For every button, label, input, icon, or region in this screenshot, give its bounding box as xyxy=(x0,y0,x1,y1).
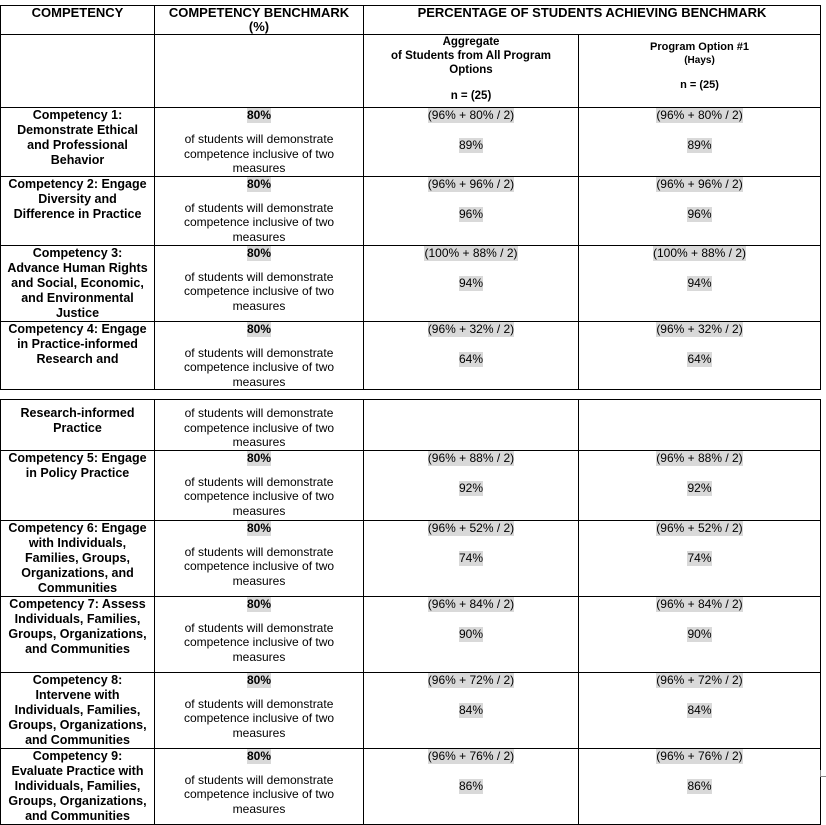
competency-name-cell xyxy=(1,450,155,520)
opt-cell xyxy=(579,245,821,321)
benchmark-desc-line2: competence inclusive of two xyxy=(183,146,335,161)
benchmark-description xyxy=(157,475,361,519)
agg-result: 64% xyxy=(458,351,484,366)
benchmark-desc-line2: competence inclusive of two xyxy=(183,787,335,801)
competency-name-line: Diversity and xyxy=(38,191,117,206)
page2-rows xyxy=(1,400,821,825)
competency-name-line: in Policy Practice xyxy=(25,465,130,480)
benchmark-cell xyxy=(155,108,364,177)
agg-result: 92% xyxy=(458,480,484,495)
agg-cell xyxy=(364,596,579,672)
agg-result: 74% xyxy=(458,550,484,565)
competency-name-line: and Communities xyxy=(25,641,130,656)
benchmark-cell xyxy=(155,321,364,390)
benchmark-desc-line2: competence inclusive of two xyxy=(183,489,335,503)
competency-name-line: and Communities xyxy=(25,808,130,823)
page-break-gap xyxy=(0,390,826,399)
benchmark-desc-line3: measures xyxy=(232,573,286,588)
benchmark-desc-line3: measures xyxy=(232,801,286,816)
competency-name-line: Competency 8: xyxy=(32,672,123,687)
competency-name-line: Individuals, Families, xyxy=(14,778,141,793)
agg-formula: (96% + 72% / 2) xyxy=(427,672,515,687)
opt-formula: (96% + 76% / 2) xyxy=(656,748,743,763)
benchmark-desc-line1: of students will demonstrate xyxy=(184,474,334,489)
competency-name-line: Competency 5: Engage xyxy=(8,450,147,465)
competency-name-cell xyxy=(1,400,155,451)
opt-formula: (96% + 96% / 2) xyxy=(656,176,743,191)
benchmark-cell xyxy=(155,748,364,824)
benchmark-desc-line1: of students will demonstrate xyxy=(184,544,334,559)
empty-opt-cell xyxy=(579,400,821,451)
agg-formula: (96% + 32% / 2) xyxy=(427,321,515,336)
subheader-empty-1 xyxy=(1,35,155,108)
competency-name-line: Difference in Practice xyxy=(13,206,142,221)
opt-result: 64% xyxy=(687,351,712,366)
competency-name-line: and Communities xyxy=(25,732,130,747)
competency-name-cell xyxy=(1,672,155,748)
competency-name-line: Competency 4: Engage xyxy=(8,321,147,336)
opt-result: 89% xyxy=(687,138,712,152)
competency-name-line: Communities xyxy=(37,580,118,595)
competency-row xyxy=(1,321,821,390)
benchmark-value: 80% xyxy=(246,596,272,611)
competency-name-line: Behavior xyxy=(50,153,105,167)
agg-cell xyxy=(364,450,579,520)
agg-result: 90% xyxy=(458,626,484,641)
benchmark-cell xyxy=(155,400,364,451)
aggregate-n: n = (25) xyxy=(450,90,492,102)
benchmark-description xyxy=(157,697,361,741)
benchmark-cell xyxy=(155,596,364,672)
competency-name-line: Research-informed xyxy=(20,406,135,420)
competency-row xyxy=(1,450,821,520)
agg-formula: (96% + 88% / 2) xyxy=(427,450,515,465)
opt-result: 84% xyxy=(687,702,712,717)
header-percentage: PERCENTAGE OF STUDENTS ACHIEVING BENCHMARK xyxy=(364,6,821,35)
competency-table-page2 xyxy=(0,399,821,825)
opt-cell xyxy=(579,520,821,596)
agg-formula: (100% + 88% / 2) xyxy=(424,245,518,260)
competency-name-line: Competency 9: xyxy=(32,748,123,763)
benchmark-cell xyxy=(155,672,364,748)
agg-formula: (96% + 96% / 2) xyxy=(427,176,515,191)
agg-cell xyxy=(364,245,579,321)
agg-cell xyxy=(364,321,579,390)
competency-name-cell xyxy=(1,520,155,596)
competency-name-line: Competency 7: Assess xyxy=(9,596,146,611)
benchmark-desc-line3: measures xyxy=(232,649,286,664)
benchmark-desc-line3: measures xyxy=(232,503,286,518)
opt-result: 92% xyxy=(687,480,712,495)
benchmark-value: 80% xyxy=(246,321,272,336)
competency-name-line: in Practice-informed xyxy=(17,336,138,351)
benchmark-desc-line3: measures xyxy=(232,374,286,389)
opt-formula: (96% + 72% / 2) xyxy=(656,672,743,687)
competency-name-line: Research and xyxy=(36,351,119,366)
benchmark-desc-line1: of students will demonstrate xyxy=(184,772,334,787)
benchmark-description xyxy=(157,270,361,314)
competency-table-wrapper xyxy=(0,5,826,825)
competency-row xyxy=(1,672,821,748)
benchmark-desc-line2: competence inclusive of two xyxy=(183,284,335,298)
aggregate-line2: of Students from All Program xyxy=(391,50,551,62)
opt-cell xyxy=(579,596,821,672)
benchmark-desc-line2: competence inclusive of two xyxy=(183,215,335,229)
benchmark-value: 80% xyxy=(246,108,272,122)
opt-formula: (96% + 80% / 2) xyxy=(656,108,743,122)
opt-formula: (96% + 84% / 2) xyxy=(656,596,743,611)
benchmark-description xyxy=(157,201,361,245)
agg-result: 94% xyxy=(458,275,484,290)
benchmark-desc-line2: competence inclusive of two xyxy=(183,360,335,374)
competency-name-line: Evaluate Practice with xyxy=(11,763,144,778)
agg-formula: (96% + 76% / 2) xyxy=(427,748,515,763)
competency-row xyxy=(1,748,821,824)
agg-cell xyxy=(364,108,579,177)
benchmark-desc-line2: competence inclusive of two xyxy=(183,420,335,435)
benchmark-desc-line1: of students will demonstrate xyxy=(184,345,334,360)
opt-formula: (96% + 88% / 2) xyxy=(656,450,743,465)
benchmark-value: 80% xyxy=(246,672,272,687)
competency-name-line: and Environmental xyxy=(21,290,134,305)
benchmark-value: 80% xyxy=(246,245,272,260)
text-cursor-mark xyxy=(820,362,821,378)
aggregate-line1: Aggregate xyxy=(442,36,500,48)
competency-row xyxy=(1,520,821,596)
benchmark-desc-line1: of students will demonstrate xyxy=(184,200,334,215)
competency-name-line: Families, Groups, xyxy=(25,550,130,565)
opt-cell xyxy=(579,108,821,177)
agg-result: 89% xyxy=(458,138,484,152)
header-benchmark: COMPETENCY BENCHMARK (%) xyxy=(155,6,364,35)
competency-row xyxy=(1,176,821,245)
benchmark-desc-line3: measures xyxy=(232,229,286,244)
opt-formula: (96% + 32% / 2) xyxy=(656,321,743,336)
competency-name-line: Practice xyxy=(53,421,102,435)
agg-result: 86% xyxy=(458,778,484,793)
agg-cell xyxy=(364,672,579,748)
benchmark-desc-line1: of students will demonstrate xyxy=(184,269,334,284)
opt-formula: (100% + 88% / 2) xyxy=(652,245,747,260)
corner-mark xyxy=(820,770,826,777)
competency-name-cell xyxy=(1,245,155,321)
competency-name-cell xyxy=(1,748,155,824)
competency-row xyxy=(1,245,821,321)
competency-name-line: Justice xyxy=(55,305,100,320)
benchmark-description xyxy=(157,346,361,390)
option-n: n = (25) xyxy=(680,79,719,91)
competency-name-line: with Individuals, xyxy=(28,535,127,550)
benchmark-desc-line3: measures xyxy=(232,298,286,313)
benchmark-desc-line1: of students will demonstrate xyxy=(184,406,334,420)
benchmark-desc-line1: of students will demonstrate xyxy=(184,132,334,146)
opt-cell xyxy=(579,672,821,748)
competency-name-line: Intervene with xyxy=(35,687,120,702)
competency-row-continued xyxy=(1,400,821,451)
benchmark-cell xyxy=(155,450,364,520)
subheader-empty-2 xyxy=(155,35,364,108)
benchmark-value: 80% xyxy=(246,176,272,191)
page1-rows xyxy=(1,108,821,390)
competency-name-cell xyxy=(1,108,155,177)
benchmark-cell xyxy=(155,176,364,245)
benchmark-desc-line2: competence inclusive of two xyxy=(183,635,335,649)
competency-name-line: Individuals, Families, xyxy=(14,702,141,717)
agg-cell xyxy=(364,520,579,596)
benchmark-desc-line3: measures xyxy=(232,161,286,175)
competency-name-cell xyxy=(1,321,155,390)
competency-name-line: Competency 6: Engage xyxy=(8,520,147,535)
opt-formula: (96% + 52% / 2) xyxy=(656,520,743,535)
agg-cell xyxy=(364,176,579,245)
benchmark-desc-line3: measures xyxy=(232,435,286,449)
header-competency: COMPETENCY xyxy=(1,6,155,35)
aggregate-line3: Options xyxy=(449,64,493,76)
benchmark-desc-line2: competence inclusive of two xyxy=(183,711,335,725)
competency-name-line: Organizations, and xyxy=(21,565,134,580)
benchmark-desc-line2: competence inclusive of two xyxy=(183,559,335,573)
competency-name-line: Competency 2: Engage xyxy=(8,176,147,191)
benchmark-cell xyxy=(155,245,364,321)
agg-result: 84% xyxy=(458,702,484,717)
competency-name-line: Competency 3: xyxy=(32,245,123,260)
competency-name-line: Demonstrate Ethical xyxy=(17,123,138,137)
opt-result: 96% xyxy=(687,206,712,221)
benchmark-desc-line1: of students will demonstrate xyxy=(184,620,334,635)
agg-cell xyxy=(364,748,579,824)
competency-name-line: Competency 1: xyxy=(32,108,123,122)
agg-result: 96% xyxy=(458,206,484,221)
benchmark-description xyxy=(157,406,361,450)
subheader-option xyxy=(579,35,821,108)
competency-name-line: Advance Human Rights xyxy=(7,260,148,275)
opt-result: 74% xyxy=(687,550,712,565)
competency-name-line: Individuals, Families, xyxy=(14,611,141,626)
opt-cell xyxy=(579,450,821,520)
subheader-aggregate xyxy=(364,35,579,108)
benchmark-desc-line3: measures xyxy=(232,725,286,740)
benchmark-description xyxy=(157,132,361,176)
agg-formula: (96% + 52% / 2) xyxy=(427,520,515,535)
benchmark-desc-line1: of students will demonstrate xyxy=(184,696,334,711)
benchmark-cell xyxy=(155,520,364,596)
benchmark-value: 80% xyxy=(246,748,272,763)
competency-row xyxy=(1,596,821,672)
opt-cell xyxy=(579,176,821,245)
opt-result: 86% xyxy=(687,778,712,793)
competency-name-line: and Social, Economic, xyxy=(11,275,144,290)
opt-result: 90% xyxy=(687,626,712,641)
benchmark-value: 80% xyxy=(246,450,272,465)
benchmark-description xyxy=(157,621,361,665)
benchmark-description xyxy=(157,545,361,589)
competency-name-cell xyxy=(1,176,155,245)
agg-formula: (96% + 84% / 2) xyxy=(427,596,515,611)
empty-agg-cell xyxy=(364,400,579,451)
competency-name-line: Groups, Organizations, xyxy=(8,717,147,732)
opt-result: 94% xyxy=(687,275,712,290)
benchmark-description xyxy=(157,773,361,817)
competency-name-line: and Professional xyxy=(27,138,128,152)
competency-name-cell xyxy=(1,596,155,672)
opt-cell xyxy=(579,748,821,824)
competency-name-line: Groups, Organizations, xyxy=(8,793,147,808)
opt-cell xyxy=(579,321,821,390)
header-row xyxy=(1,6,821,35)
subheader-row xyxy=(1,35,821,108)
option-line1: Program Option #1 xyxy=(649,41,750,53)
competency-row xyxy=(1,108,821,177)
competency-table-page1 xyxy=(0,5,821,390)
benchmark-value: 80% xyxy=(246,520,272,535)
competency-name-line: Groups, Organizations, xyxy=(8,626,147,641)
option-line2: (Hays) xyxy=(684,55,715,66)
agg-formula: (96% + 80% / 2) xyxy=(427,108,515,122)
